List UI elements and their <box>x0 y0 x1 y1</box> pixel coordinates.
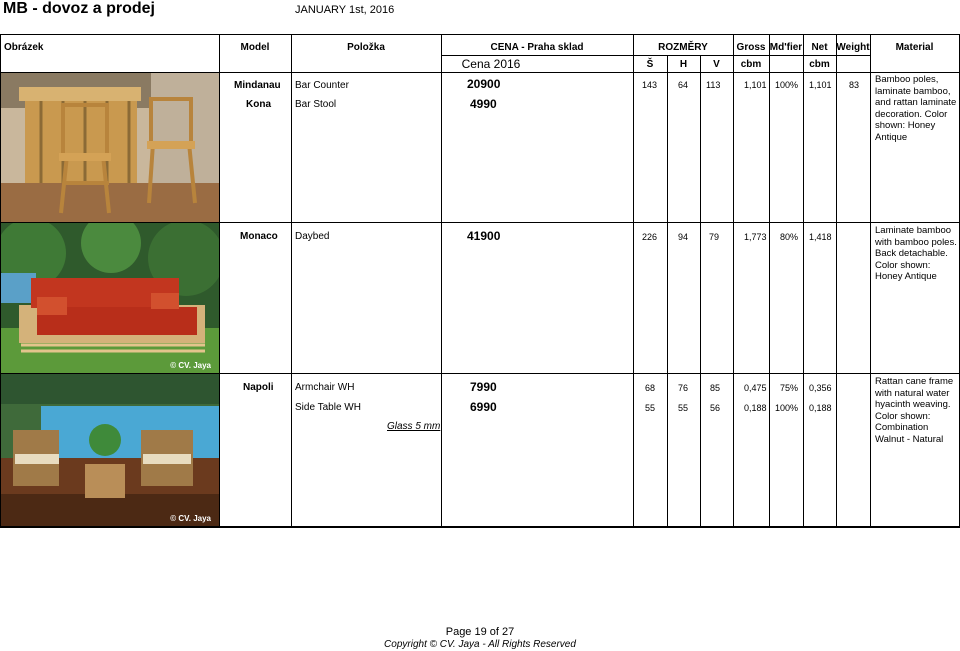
row3-v-2: 56 <box>710 403 721 413</box>
row1-s: 143 <box>642 80 658 90</box>
subheader-price: Cena 2016 <box>461 57 521 71</box>
row3-gross-1: 0,475 <box>744 383 767 393</box>
col-header-item: Položka <box>347 41 385 53</box>
row3-net-1: 0,356 <box>809 383 832 393</box>
row3-price-1: 7990 <box>470 380 497 394</box>
row3-h-2: 55 <box>678 403 689 413</box>
row1-material: Bamboo poles, laminate bamboo, and rattan laminate decoration. Color shown: Honey Antique <box>875 74 957 143</box>
row1-item-1: Bar Counter <box>295 80 349 91</box>
row2-gross: 1,773 <box>744 232 767 242</box>
row2-price: 41900 <box>467 229 501 243</box>
row3-note: Glass 5 mm <box>387 421 441 432</box>
row3-s-1: 68 <box>645 383 656 393</box>
row3-model: Napoli <box>243 382 274 393</box>
row3-item-1: Armchair WH <box>295 382 355 393</box>
col-header-mdfier: Md'fier <box>769 41 803 53</box>
col-header-dims: ROZMĚRY <box>658 41 708 53</box>
row3-s-2: 55 <box>645 403 656 413</box>
row1-weight: 83 <box>849 80 860 90</box>
row2-model: Monaco <box>240 231 278 242</box>
row3-mdfier-1: 75% <box>780 383 799 393</box>
row3-mdfier-2: 100% <box>775 403 799 413</box>
col-header-price: CENA - Praha sklad <box>490 41 584 53</box>
row1-v: 113 <box>706 80 721 90</box>
subheader-v: V <box>713 58 720 70</box>
row2-mdfier: 80% <box>780 232 799 242</box>
subheader-h: H <box>679 58 688 70</box>
row2-material: Laminate bamboo with bamboo poles. Back detachable. Color shown: Honey Antique <box>875 225 957 282</box>
row1-item-2: Bar Stool <box>295 99 337 110</box>
row1-net: 1,101 <box>809 80 832 90</box>
col-header-model: Model <box>240 41 270 53</box>
copyright: Copyright © CV. Jaya - All Rights Reserved <box>384 639 576 650</box>
row1-gross: 1,101 <box>744 80 767 90</box>
product-photo-armchair-set <box>1 374 219 526</box>
row1-model-1: Mindanau <box>234 80 281 91</box>
row3-v-1: 85 <box>710 383 721 393</box>
product-photo-daybed <box>1 223 219 373</box>
row3-net-2: 0,188 <box>809 403 832 413</box>
col-header-weight: Weight <box>836 41 870 53</box>
col-header-net: Net <box>811 41 828 53</box>
photo-watermark: © CV. Jaya <box>170 514 211 523</box>
row3-h-1: 76 <box>678 383 689 393</box>
row1-price-2: 4990 <box>470 97 497 111</box>
col-header-material: Material <box>895 41 934 53</box>
row3-item-2: Side Table WH <box>295 402 361 413</box>
row3-material: Rattan cane frame with natural water hyacinth weaving. Color shown: Combination Walnut - Natural <box>875 376 954 445</box>
row1-h: 64 <box>678 80 689 90</box>
photo-watermark: © CV. Jaya <box>170 361 211 370</box>
row3-gross-2: 0,188 <box>744 403 767 413</box>
row2-h: 94 <box>678 232 689 242</box>
row2-v: 79 <box>709 232 720 242</box>
row1-model-2: Kona <box>246 99 271 110</box>
row1-mdfier: 100% <box>775 80 799 90</box>
subheader-net-unit: cbm <box>809 58 830 70</box>
page-date: JANUARY 1st, 2016 <box>295 4 395 16</box>
row2-item: Daybed <box>295 231 330 242</box>
page-number: Page 19 of 27 <box>445 626 515 638</box>
page-title: MB - dovoz a prodej <box>3 0 155 17</box>
col-header-image: Obrázek <box>4 41 44 53</box>
row2-s: 226 <box>642 232 658 242</box>
subheader-gross-unit: cbm <box>740 58 762 70</box>
subheader-s: Š <box>646 58 654 70</box>
col-header-gross: Gross <box>736 41 766 53</box>
product-photo-bar-set <box>1 73 219 222</box>
row1-price-1: 20900 <box>467 77 501 91</box>
row2-net: 1,418 <box>809 232 832 242</box>
row3-price-2: 6990 <box>470 400 497 414</box>
